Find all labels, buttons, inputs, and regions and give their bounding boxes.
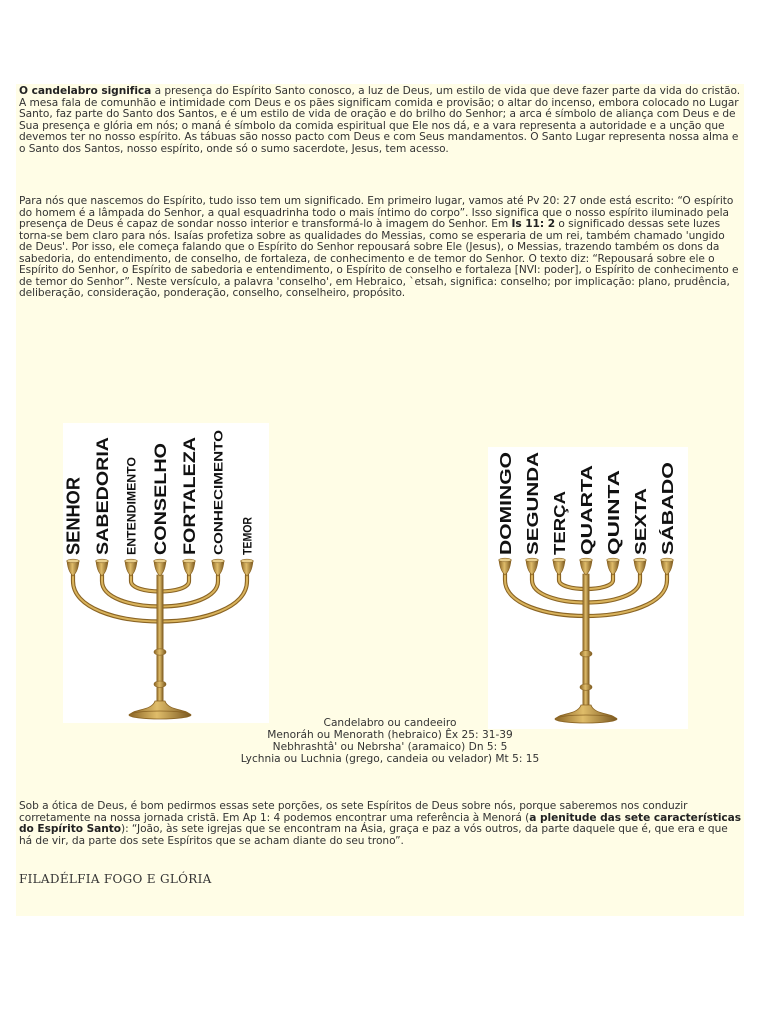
paragraph-text: a presença do Espírito Santo conosco, a luz de Deus, um estilo de vida que deve fazer parte da vida do cristão. A mesa fala de comunhão e intimidade com Deus e os pães significam comida e provisão; o altar do incenso, embora colocado no Lugar Santo, faz parte do Santo dos Santos, e é um estilo de vida de oração e do brilho do Senhor; a arca é símbolo de aliança com Deus e de Sua presença e glória em nós; o maná é símbolo da comida espiritual que Ele nos dá, e a vara representa a autoridade e a unção que devemos ter no nosso espírito. As tábuas são nosso pacto com Deus e com Seus mandamentos. O Santo Lugar representa nossa alma e o Santo dos Santos, nosso espírito, onde só o sumo sacerdote, Jesus, tem acesso. [19,85,741,155]
menorah-cup [67,561,79,576]
menorah-cup-rim [154,559,167,563]
menorah-label: SEGUNDA [524,474,542,555]
menorah-label: SÁBADO [659,485,677,555]
paragraph-espirito [19,196,741,300]
caption-line: Nebhrashtâ' ou Nebrsha' (aramaico) Dn 5: 5 [272,741,508,753]
menorah-cup [553,560,565,575]
paragraph-lead: O candelabro significa [19,85,152,97]
paragraph-text-after: ): “João, às sete igrejas que se encontram na Ásia, graça e paz a vós outros, da parte daquele que é, que era e que há de vir, da parte dos sete Espíritos que se acham diante do seu trono”. [19,823,728,847]
menorah-cup-rim [553,558,566,562]
menorah-cup [499,560,511,575]
menorah-cup-rim [212,559,225,563]
menorah-label: CONSELHO [151,458,171,555]
menorah-cup-rim [241,559,254,563]
menorah-cup [661,560,673,575]
paragraph-apocalipse [19,801,741,847]
menorah-cup-rim [580,558,593,562]
menorah-knob [154,649,166,655]
menorah-cup [125,561,137,576]
menorah-cup [154,561,166,576]
menorah-cup-rim [125,559,138,563]
menorah-label: ENTENDIMENTO [124,459,139,555]
menorah-label: TEMOR [240,511,255,555]
menorah-cup-rim [634,558,647,562]
emphasis-plenitude: a plenitude das sete características do Espírito Santo [19,811,742,835]
paragraph-text-before: Para nós que nascemos do Espírito, tudo isso tem um significado. Em primeiro lugar, vamos até Pv 20: 27 onde está escrito: “O espírito do homem é a lâmpada do Senhor, a qual esquadrinha todo o mais íntimo do corpo”. Isso significa que o nosso espírito iluminado pela presença de Deus é capaz de sondar nosso interior e transformá-lo à imagem do Senhor. Em [19,195,734,230]
menorah-image-spirits [63,423,269,723]
menorah-label: SENHOR [63,477,84,555]
scripture-reference: Is 11: 2 [511,218,556,230]
menorah-cup-rim [67,559,80,563]
menorah-cup [96,561,108,576]
paragraph-text-before: Sob a ótica de Deus, é bom pedirmos essas sete porções, os sete Espíritos de Deus sobre nós, porque saberemos nos conduzir corretamente na nossa jornada cristã. Em Ap 1: 4 podemos encontrar uma referência à Menorá ( [19,800,688,824]
menorah-cup [526,560,538,575]
menorah-cup-rim [499,558,512,562]
menorah-cup-rim [183,559,196,563]
menorah-knob [580,651,592,657]
menorah-label: QUINTA [605,494,623,555]
menorah-image-weekdays [488,447,688,729]
menorah-label: FORTALEZA [180,453,200,555]
menorah-label: DOMINGO [497,476,515,555]
signature: FILADÉLFIA FOGO E GLÓRIA [19,872,212,886]
menorah-label: TERÇA [551,499,569,555]
menorah-cup [580,560,592,575]
menorah-cup [183,561,195,576]
menorah-label: SEXTA [632,502,650,555]
paragraph-candelabro [19,86,741,155]
menorah-caption [140,717,640,765]
menorah-knob [580,684,592,690]
menorah-label: SABEDORIA [93,452,113,555]
menorah-cup-rim [96,559,109,563]
menorah-cup-rim [661,558,674,562]
menorah-label: CONHECIMENTO [211,456,226,555]
menorah-cup [212,561,224,576]
menorah-knob [154,681,166,687]
menorah-label: QUARTA [578,487,596,555]
menorah-cup-rim [526,558,539,562]
menorah-cup [241,561,253,576]
caption-line: Candelabro ou candeeiro [323,717,457,729]
menorah-cup [634,560,646,575]
menorah-cup [607,560,619,575]
caption-line: Menoráh ou Menorath (hebraico) Êx 25: 31-39 [267,729,513,741]
paragraph-text-after: o significado dessas sete luzes torna-se bem claro para nós. Isaías profetiza sobre as qualidades do Messias, como se esperaria de um rei, também chamado 'ungido de Deus'. Por isso, ele começa falando que o Espírito do Senhor repousará sobre Ele (Jesus), o Messias, trazendo também os dons da sabedoria, do entendimento, de conselho, de fortaleza, de conhecimento e de temor do Senhor. O texto diz: “Repousará sobre ele o Espírito do Senhor, o Espírito de sabedoria e entendimento, o Espírito de conselho e fortaleza [NVI: poder], o Espírito de conhecimento e de temor do Senhor”. Neste versículo, a palavra 'conselho', em Hebraico, `etsah, significa: conselho; por implicação: plano, prudência, deliberação, consideração, ponderação, conselho, conselheiro, propósito. [19,218,739,299]
caption-line: Lychnia ou Luchnia (grego, candeia ou velador) Mt 5: 15 [240,753,540,765]
menorah-cup-rim [607,558,620,562]
